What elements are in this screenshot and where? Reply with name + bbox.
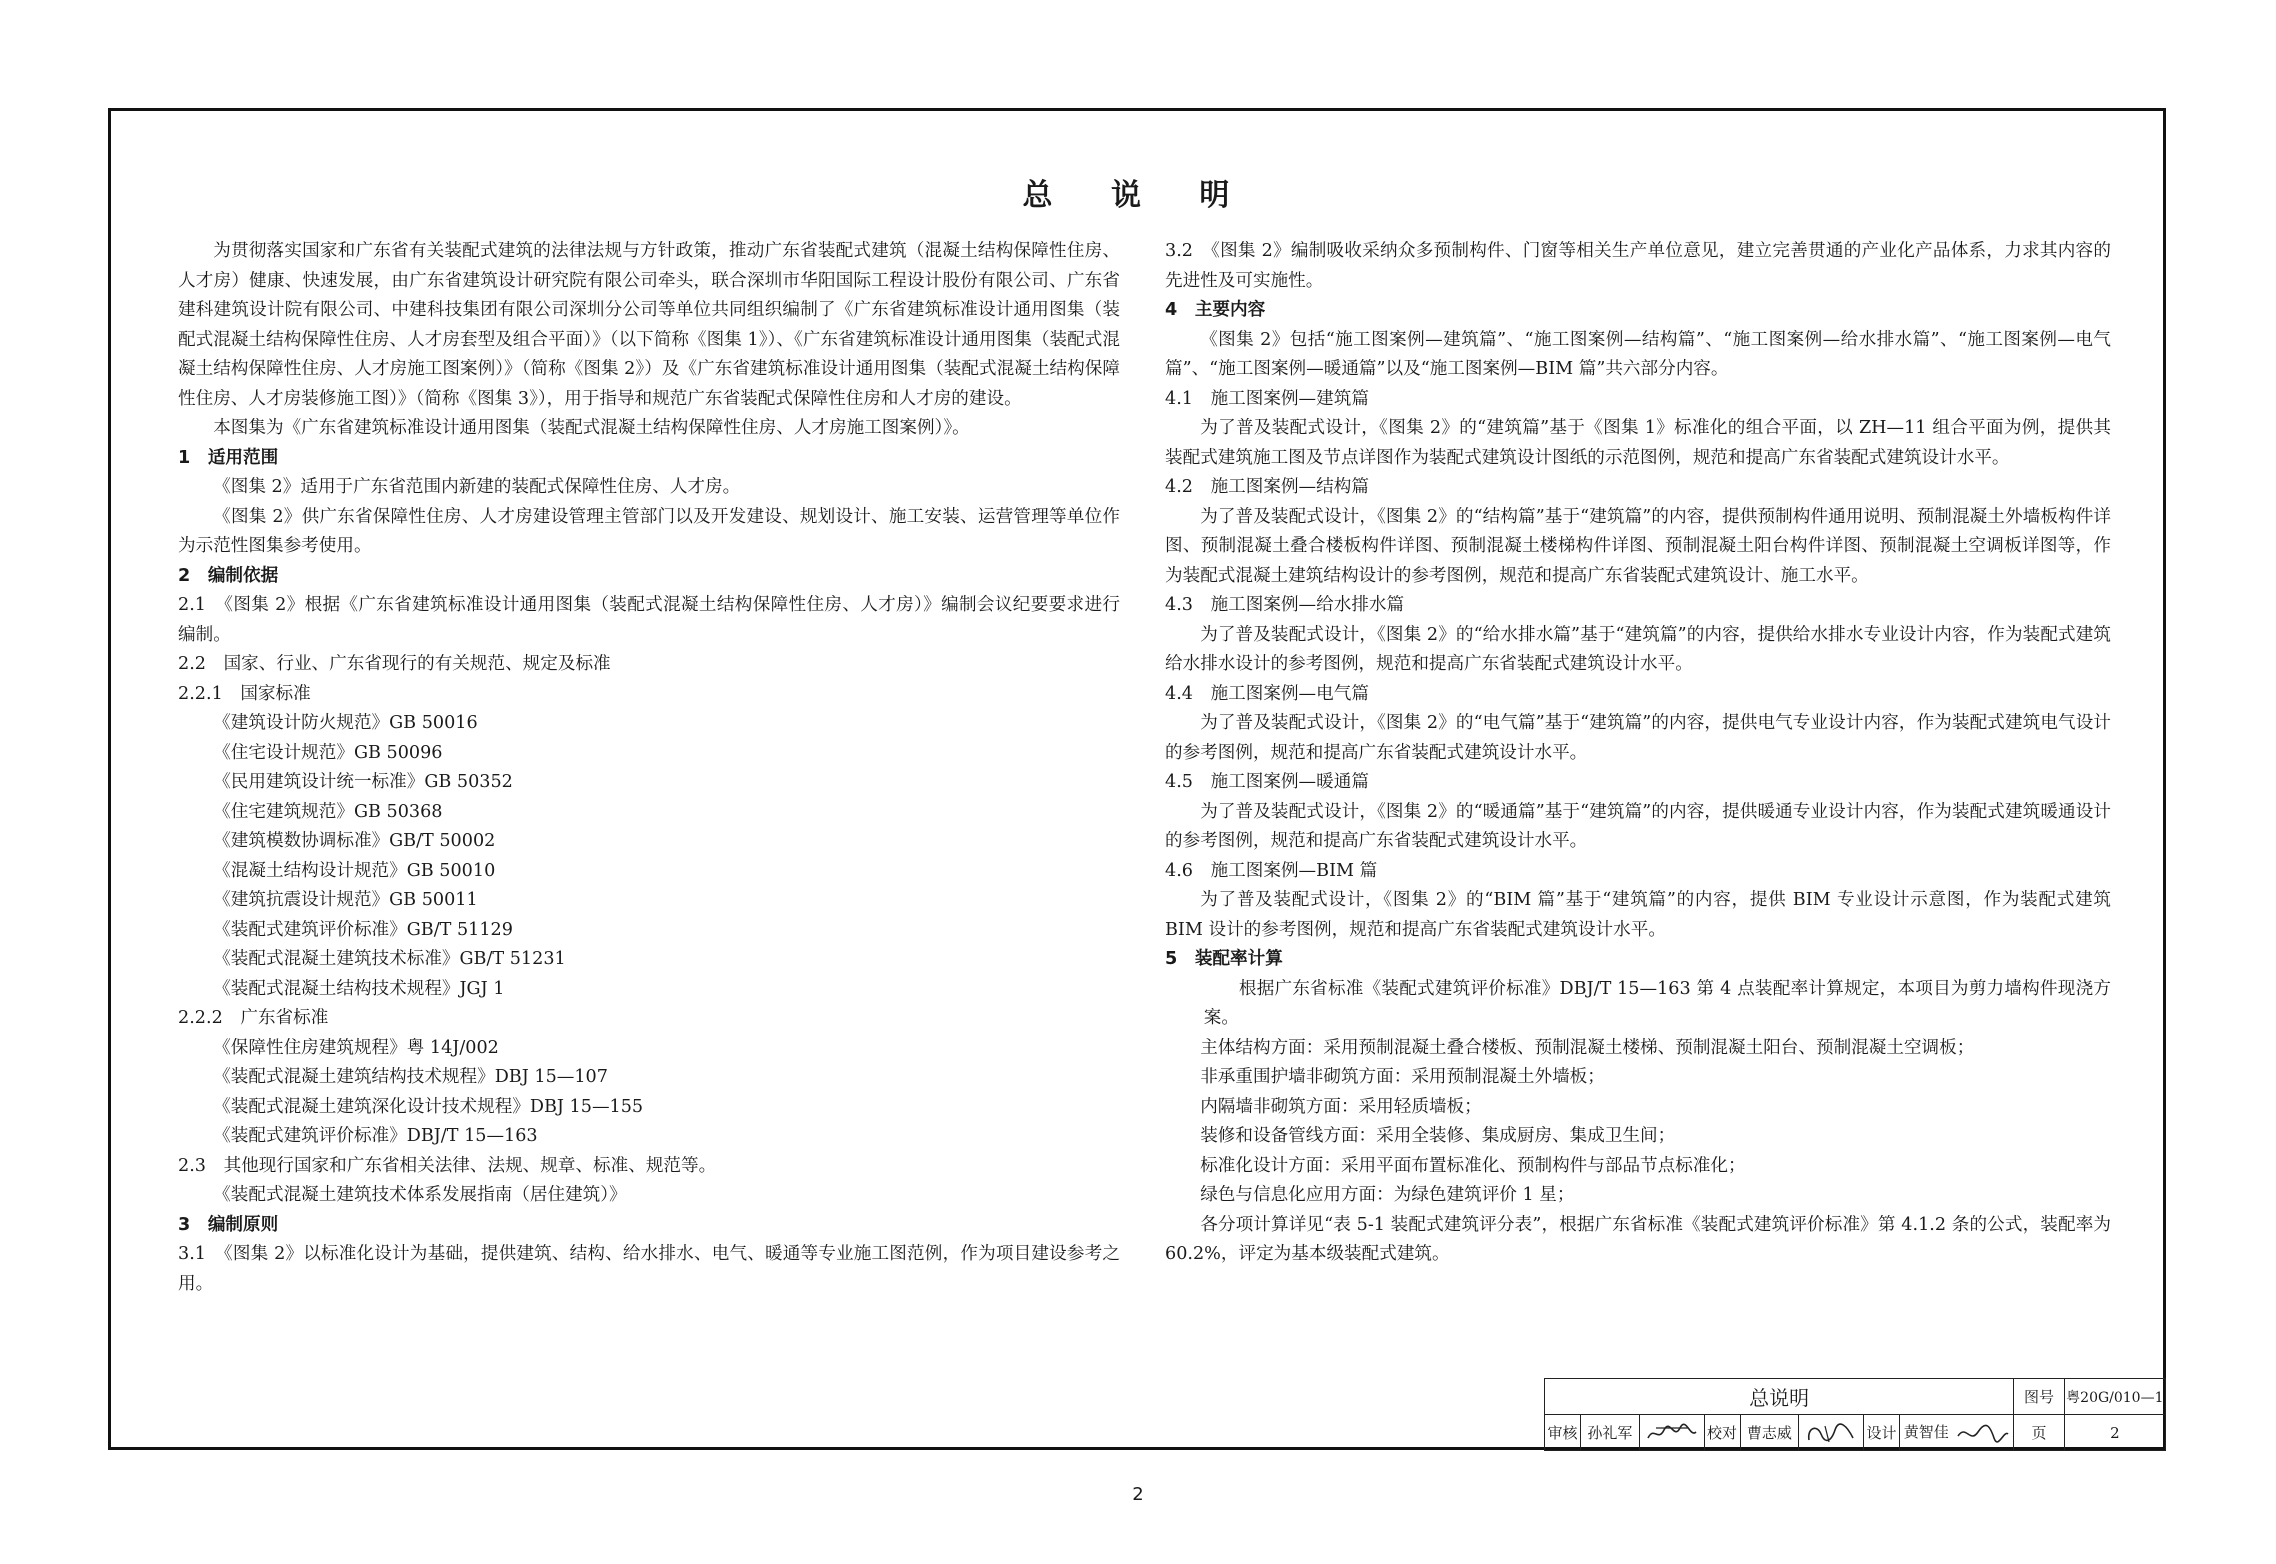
paragraph: 《建筑抗震设计规范》GB 50011 [213,890,478,910]
paragraph: 根据广东省标准《装配式建筑评价标准》DBJ/T 15—163 第 4 点装配率计算规定，本项目为剪力墙构件现浇方案。 [1203,978,2111,1028]
paragraph: 2.3 其他现行国家和广东省相关法律、法规、规章、标准、规范等。 [178,1155,717,1176]
paragraph: 各分项计算详见“表 5-1 装配式建筑评分表”，根据广东省标准《装配式建筑评价标准》第 4.1.2 条的公式，装配率为 60.2%，评定为基本级装配式建筑。 [1165,1214,2111,1264]
page-value: 2 [2064,1415,2165,1451]
checker-signature [1799,1415,1864,1451]
paragraph: 主体结构方面：采用预制混凝土叠合楼板、预制混凝土楼梯、预制混凝土阳台、预制混凝土空调板； [1200,1037,1975,1058]
left-column [178,237,1120,1299]
paragraph: 4.3 施工图案例—给水排水篇 [1165,595,1405,615]
paragraph: 为了普及装配式设计，《图集 2》的“电气篇”基于“建筑篇”的内容，提供电气专业设计内容，作为装配式建筑电气设计的参考图例，规范和提高广东省装配式建筑设计水平。 [1165,713,2111,763]
paragraph: 《装配式混凝土建筑结构技术规程》DBJ 15—107 [213,1067,608,1087]
check-label: 校对 [1704,1415,1740,1451]
paragraph: 《装配式混凝土建筑技术体系发展指南（居住建筑）》 [213,1185,627,1205]
paragraph: 为了普及装配式设计，《图集 2》的“给水排水篇”基于“建筑篇”的内容，提供给水排水专业设计内容，作为装配式建筑给水排水设计的参考图例，规范和提高广东省装配式建筑设计水平。 [1165,624,2111,674]
section-heading: 4 主要内容 [1165,300,1266,320]
paragraph: 本图集为《广东省建筑标准设计通用图集（装配式混凝土结构保障性住房、人才房施工图案例）》。 [213,418,970,438]
right-column [1165,237,2111,1270]
paragraph: 《装配式混凝土建筑深化设计技术规程》DBJ 15—155 [213,1096,644,1117]
paragraph: 内隔墙非砌筑方面：采用轻质墙板； [1200,1096,1482,1117]
designer-name: 黄智佳 [1903,1423,1949,1441]
section-heading: 2 编制依据 [178,565,279,586]
paragraph: 4.4 施工图案例—电气篇 [1165,683,1369,704]
designer-signature [1954,1422,2010,1444]
paragraph: 4.6 施工图案例—BIM 篇 [1165,860,1378,881]
paragraph: 《建筑模数协调标准》GB/T 50002 [213,831,496,851]
section-heading: 3 编制原则 [178,1214,279,1235]
paragraph: 2.2 国家、行业、广东省现行的有关规范、规定及标准 [178,654,611,674]
paragraph: 为贯彻落实国家和广东省有关装配式建筑的法律法规与方针政策，推动广东省装配式建筑（混凝土结构保障性住房、人才房）健康、快速发展，由广东省建筑设计研究院有限公司牵头，联合深圳市华阳国际工程设计股份有限公司、广东省建科建筑设计院有限公司、中建科技集团有限公司深圳分公司等单位共同组织编制了《广东省建筑标准设计通用图集（装配式混凝土结构保障性住房、人才房套型及组合平面）》（以下简称《图集 1》）、《广东省建筑标准设计通用图集（装配式混凝土结构保障性住房、人才房施工图案例）》（简称《图集 2》）及《广东省建筑标准设计通用图集（装配式混凝土结构保障性住房、人才房装修施工图）》（简称《图集 3》），用于指导和规范广东省装配式保障性住房和人才房的建设。 [178,241,1120,409]
paragraph: 为了普及装配式设计，《图集 2》的“结构篇”基于“建筑篇”的内容，提供预制构件通用说明、预制混凝土外墙板构件详图、预制混凝土叠合楼板构件详图、预制混凝土楼梯构件详图、预制混凝土阳台构件详图、预制混凝土空调板详图等，作为装配式混凝土建筑结构设计的参考图例，规范和提高广东省装配式建筑设计、施工水平。 [1165,506,2111,586]
paragraph: 《民用建筑设计统一标准》GB 50352 [213,772,513,792]
review-label: 审核 [1545,1415,1581,1451]
paragraph: 《装配式建筑评价标准》DBJ/T 15—163 [213,1126,538,1146]
paragraph: 《装配式混凝土建筑技术标准》GB/T 51231 [213,949,566,969]
drawing-no: 粤20G/010—1 [2064,1379,2165,1415]
page-title: 总 说 明 [1022,178,1254,213]
paragraph: 为了普及装配式设计，《图集 2》的“建筑篇”基于《图集 1》标准化的组合平面，以 ZH—11 组合平面为例，提供其装配式建筑施工图及节点详图作为装配式建筑设计图纸的示范图例，规范和提高广东省装配式建筑设计水平。 [1165,418,2111,468]
drawing-no-label: 图号 [2014,1379,2064,1415]
paragraph: 《装配式混凝土结构技术规程》JGJ 1 [213,978,505,999]
title-block [1544,1378,2166,1450]
paragraph: 《装配式建筑评价标准》GB/T 51129 [213,919,513,940]
paragraph: 3.2 《图集 2》编制吸收采纳众多预制构件、门窗等相关生产单位意见，建立完善贯通的产业化产品体系，力求其内容的先进性及可实施性。 [1165,241,2111,291]
paragraph: 《住宅建筑规范》GB 50368 [213,801,443,822]
paragraph: 2.1 《图集 2》根据《广东省建筑标准设计通用图集（装配式混凝土结构保障性住房、人才房）》编制会议纪要要求进行编制。 [178,595,1120,645]
checker-name: 曹志威 [1740,1415,1799,1451]
paragraph: 4.1 施工图案例—建筑篇 [1165,388,1369,409]
designer-cell [1900,1415,2014,1451]
page-label: 页 [2014,1415,2064,1451]
section-heading: 5 装配率计算 [1165,949,1283,969]
paragraph: 《图集 2》供广东省保障性住房、人才房建设管理主管部门以及开发建设、规划设计、施工安装、运营管理等单位作为示范性图集参考使用。 [178,506,1120,556]
paragraph: 4.2 施工图案例—结构篇 [1165,477,1369,497]
paragraph: 3.1 《图集 2》以标准化设计为基础，提供建筑、结构、给水排水、电气、暖通等专业施工图范例，作为项目建设参考之用。 [178,1244,1120,1294]
paragraph: 为了普及装配式设计，《图集 2》的“暖通篇”基于“建筑篇”的内容，提供暖通专业设计内容，作为装配式建筑暖通设计的参考图例，规范和提高广东省装配式建筑设计水平。 [1165,801,2111,851]
paragraph: 4.5 施工图案例—暖通篇 [1165,772,1369,792]
paragraph: 《保障性住房建筑规程》粤 14J/002 [213,1037,499,1058]
design-label: 设计 [1864,1415,1900,1451]
paragraph: 2.2.2 广东省标准 [178,1008,329,1028]
paragraph: 装修和设备管线方面：采用全装修、集成厨房、集成卫生间； [1200,1126,1676,1146]
reviewer-name: 孙礼军 [1581,1415,1640,1451]
paragraph: 标准化设计方面：采用平面布置标准化、预制构件与部品节点标准化； [1200,1155,1746,1176]
paragraph: 为了普及装配式设计，《图集 2》的“BIM 篇”基于“建筑篇”的内容，提供 BIM 专业设计示意图，作为装配式建筑 BIM 设计的参考图例，规范和提高广东省装配式建筑设计水平。 [1165,890,2111,940]
paragraph: 绿色与信息化应用方面：为绿色建筑评价 1 星； [1200,1185,1575,1205]
reviewer-signature [1639,1415,1704,1451]
paragraph: 非承重围护墙非砌筑方面：采用预制混凝土外墙板； [1200,1067,1605,1087]
paragraph: 《图集 2》适用于广东省范围内新建的装配式保障性住房、人才房。 [213,477,741,497]
paragraph: 2.2.1 国家标准 [178,683,311,704]
paragraph: 《住宅设计规范》GB 50096 [213,742,443,763]
page-number: 2 [1132,1484,1144,1505]
title-block-name: 总说明 [1545,1379,2014,1415]
paragraph: 《图集 2》包括“施工图案例—建筑篇”、“施工图案例—结构篇”、“施工图案例—给水排水篇”、“施工图案例—电气篇”、“施工图案例—暖通篇”以及“施工图案例—BIM 篇”共六部分内容。 [1165,329,2111,379]
section-heading: 1 适用范围 [178,447,279,468]
paragraph: 《混凝土结构设计规范》GB 50010 [213,860,496,881]
paragraph: 《建筑设计防火规范》GB 50016 [213,713,478,733]
